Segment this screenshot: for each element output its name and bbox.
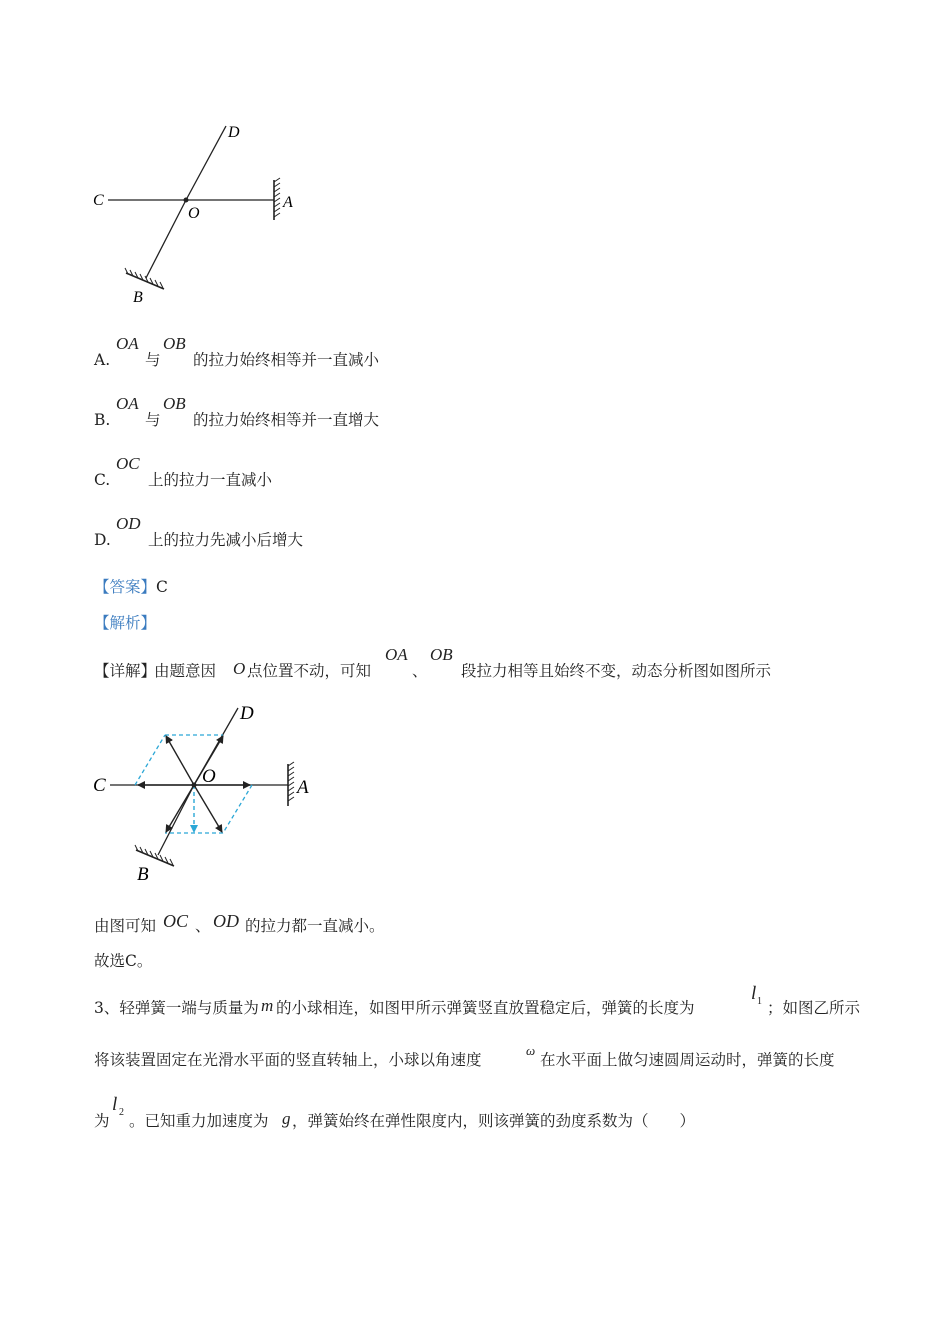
force-ob-mirror bbox=[194, 785, 222, 832]
conclusion-var: OD bbox=[213, 911, 239, 931]
q3-text: 的小球相连，如图甲所示弹簧竖直放置稳定后，弹簧的长度为 bbox=[276, 999, 695, 1017]
detail-label: 【详解】 bbox=[94, 662, 157, 680]
detail-text: 由题意因 bbox=[154, 662, 217, 680]
rope-ob bbox=[146, 200, 186, 278]
q3-sub: 1 bbox=[757, 996, 762, 1007]
q3-text: ；如图乙所示 bbox=[767, 999, 861, 1017]
option-text: 的拉力始终相等并一直减小 bbox=[193, 351, 380, 369]
option-letter: A. bbox=[94, 351, 111, 369]
detail-var: OA bbox=[385, 645, 408, 664]
choose-line: 故选C。 bbox=[94, 952, 153, 970]
option-text: 的拉力始终相等并一直增大 bbox=[193, 411, 380, 429]
analysis-label: 【解析】 bbox=[94, 614, 157, 632]
ceiling-b-hatch bbox=[125, 268, 163, 288]
answer-label: 【答案】 bbox=[94, 578, 157, 596]
point-o bbox=[184, 198, 189, 203]
option-var: OA bbox=[116, 394, 139, 413]
label-c: C bbox=[93, 192, 104, 209]
q3-sub: 2 bbox=[119, 1107, 124, 1118]
rope-ob bbox=[158, 785, 194, 855]
option-var: OB bbox=[163, 334, 186, 353]
force-ob bbox=[166, 785, 194, 832]
wall-a-hatch bbox=[288, 762, 294, 801]
label-b: B bbox=[137, 864, 149, 885]
answer-value: C bbox=[156, 578, 168, 596]
ceiling-b-hatch bbox=[135, 845, 173, 865]
figure-1 bbox=[90, 118, 310, 308]
option-letter: C. bbox=[94, 471, 111, 489]
option-conj: 与 bbox=[145, 411, 161, 429]
option-conj: 与 bbox=[145, 351, 161, 369]
label-c: C bbox=[93, 775, 106, 796]
ceiling-b bbox=[126, 273, 164, 289]
figure-2 bbox=[90, 700, 330, 890]
point-o bbox=[192, 783, 197, 788]
q3-text: 3、轻弹簧一端与质量为 bbox=[94, 999, 259, 1017]
option-var: OA bbox=[116, 334, 139, 353]
option-text: 上的拉力先减小后增大 bbox=[148, 531, 304, 549]
conclusion-text: 的拉力都一直减小。 bbox=[245, 917, 385, 935]
q3-var-l: l bbox=[112, 1094, 118, 1115]
wall-a-hatch bbox=[274, 178, 280, 217]
label-a: A bbox=[283, 194, 293, 211]
detail-sep: 、 bbox=[412, 662, 428, 680]
label-b: B bbox=[133, 289, 143, 306]
q3-text: 。已知重力加速度为 bbox=[129, 1112, 269, 1130]
q3-var-omega: ω bbox=[526, 1043, 536, 1058]
option-var: OB bbox=[163, 394, 186, 413]
q3-var-g: g bbox=[282, 1109, 291, 1128]
label-o: O bbox=[188, 205, 200, 222]
detail-text: 点位置不动，可知 bbox=[247, 662, 372, 680]
label-d: D bbox=[240, 703, 254, 724]
conclusion-sep: 、 bbox=[195, 917, 211, 935]
q3-text: 在水平面上做匀速圆周运动时，弹簧的长度 bbox=[540, 1051, 835, 1069]
detail-point: O bbox=[233, 659, 246, 678]
detail-var: OB bbox=[430, 645, 453, 664]
label-a: A bbox=[297, 777, 309, 798]
force-oa-mirror bbox=[166, 736, 194, 785]
q3-text: ，弹簧始终在弹性限度内，则该弹簧的劲度系数为（ ） bbox=[292, 1112, 696, 1130]
detail-text: 段拉力相等且始终不变，动态分析图如图所示 bbox=[461, 662, 772, 680]
conclusion-text: 由图可知 bbox=[94, 917, 157, 935]
option-var: OD bbox=[116, 514, 141, 533]
q3-var-l: l bbox=[751, 983, 757, 1004]
option-text: 上的拉力一直减小 bbox=[148, 471, 273, 489]
label-o: O bbox=[202, 766, 216, 787]
label-d: D bbox=[228, 124, 240, 141]
answer-line bbox=[94, 577, 168, 597]
conclusion-var: OC bbox=[163, 911, 189, 931]
q3-text: 将该装置固定在光滑水平面的竖直转轴上，小球以角速度 bbox=[94, 1051, 482, 1069]
q3-var-m: m bbox=[261, 996, 274, 1015]
rope-od bbox=[186, 126, 226, 200]
q3-text: 为 bbox=[94, 1112, 110, 1130]
option-var: OC bbox=[116, 454, 140, 473]
option-letter: B. bbox=[94, 411, 111, 429]
option-letter: D. bbox=[94, 531, 111, 549]
